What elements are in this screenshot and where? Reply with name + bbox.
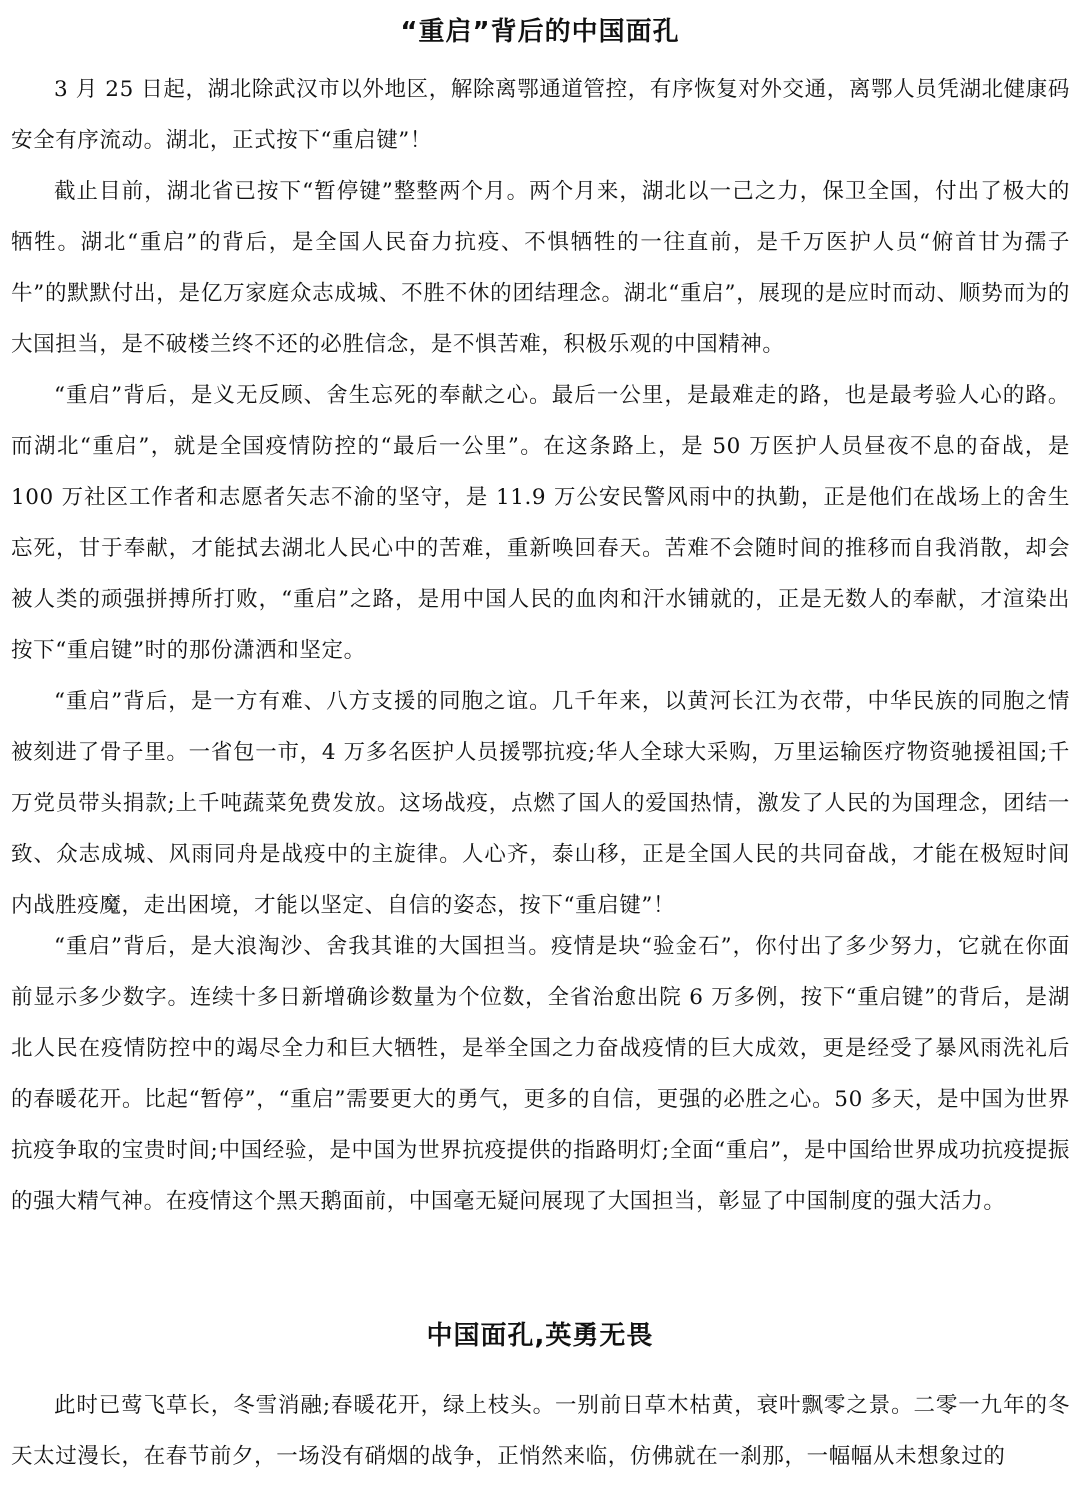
paragraph: 此时已莺飞草长，冬雪消融;春暖花开，绿上枝头。一别前日草木枯黄，衰叶飘零之景。二零一九年的冬天太过漫长，在春节前夕，一场没有硝烟的战争，正悄然来临，仿佛就在一刹那，一幅幅从未想象过的 [11,1393,1070,1469]
section-title: 中国面孔,英勇无畏 [426,1321,654,1351]
article-body [11,64,1070,1227]
paragraph: “重启”背后，是义无反顾、舍生忘死的奉献之心。最后一公里，是最难走的路，也是最考验人心的路。而湖北“重启”，就是全国疫情防控的“最后一公里”。在这条路上，是 50 万医护人员昼夜不息的奋战，是 100 万社区工作者和志愿者矢志不渝的坚守，是 11.9 万公安民警风雨中的执勤，正是他们在战场上的舍生忘死，甘于奉献，才能拭去湖北人民心中的苦难，重新唤回春天。苦难不会随时间的推移而自我消散，却会被人类的顽强拼搏所打败，“重启”之路，是用中国人民的血肉和汗水铺就的，正是无数人的奉献，才渲染出按下“重启键”时的那份潇洒和坚定。 [11,383,1070,663]
section-body [11,1380,1070,1482]
paragraph: “重启”背后，是一方有难、八方支援的同胞之谊。几千年来，以黄河长江为衣带，中华民族的同胞之情被刻进了骨子里。一省包一市，4 万多名医护人员援鄂抗疫;华人全球大采购，万里运输医疗物资驰援祖国;千万党员带头捐款;上千吨蔬菜免费发放。这场战疫，点燃了国人的爱国热情，激发了人民的为国理念，团结一致、众志成城、风雨同舟是战疫中的主旋律。人心齐，泰山移，正是全国人民的共同奋战，才能在极短时间内战胜疫魔，走出困境，才能以坚定、自信的姿态，按下“重启键”！ [11,689,1070,918]
article-title: “重启”背后的中国面孔 [400,17,680,47]
paragraph: 3 月 25 日起，湖北除武汉市以外地区，解除离鄂通道管控，有序恢复对外交通，离鄂人员凭湖北健康码安全有序流动。湖北，正式按下“重启键”！ [11,77,1070,153]
paragraph: 截止目前，湖北省已按下“暂停键”整整两个月。两个月来，湖北以一己之力，保卫全国，付出了极大的牺牲。湖北“重启”的背后，是全国人民奋力抗疫、不惧牺牲的一往直前，是千万医护人员“俯首甘为孺子牛”的默默付出，是亿万家庭众志成城、不胜不休的团结理念。湖北“重启”，展现的是应时而动、顺势而为的大国担当，是不破楼兰终不还的必胜信念，是不惧苦难，积极乐观的中国精神。 [11,179,1070,357]
paragraph: “重启”背后，是大浪淘沙、舍我其谁的大国担当。疫情是块“验金石”，你付出了多少努力，它就在你面前显示多少数字。连续十多日新增确诊数量为个位数，全省治愈出院 6 万多例，按下“重启键”的背后，是湖北人民在疫情防控中的竭尽全力和巨大牺牲，是举全国之力奋战疫情的巨大成效，更是经受了暴风雨洗礼后的春暖花开。比起“暂停”，“重启”需要更大的勇气，更多的自信，更强的必胜之心。50 多天，是中国为世界抗疫争取的宝贵时间;中国经验，是中国为世界抗疫提供的指路明灯;全面“重启”，是中国给世界成功抗疫提振的强大精气神。在疫情这个黑天鹅面前，中国毫无疑问展现了大国担当，彰显了中国制度的强大活力。 [11,934,1070,1214]
